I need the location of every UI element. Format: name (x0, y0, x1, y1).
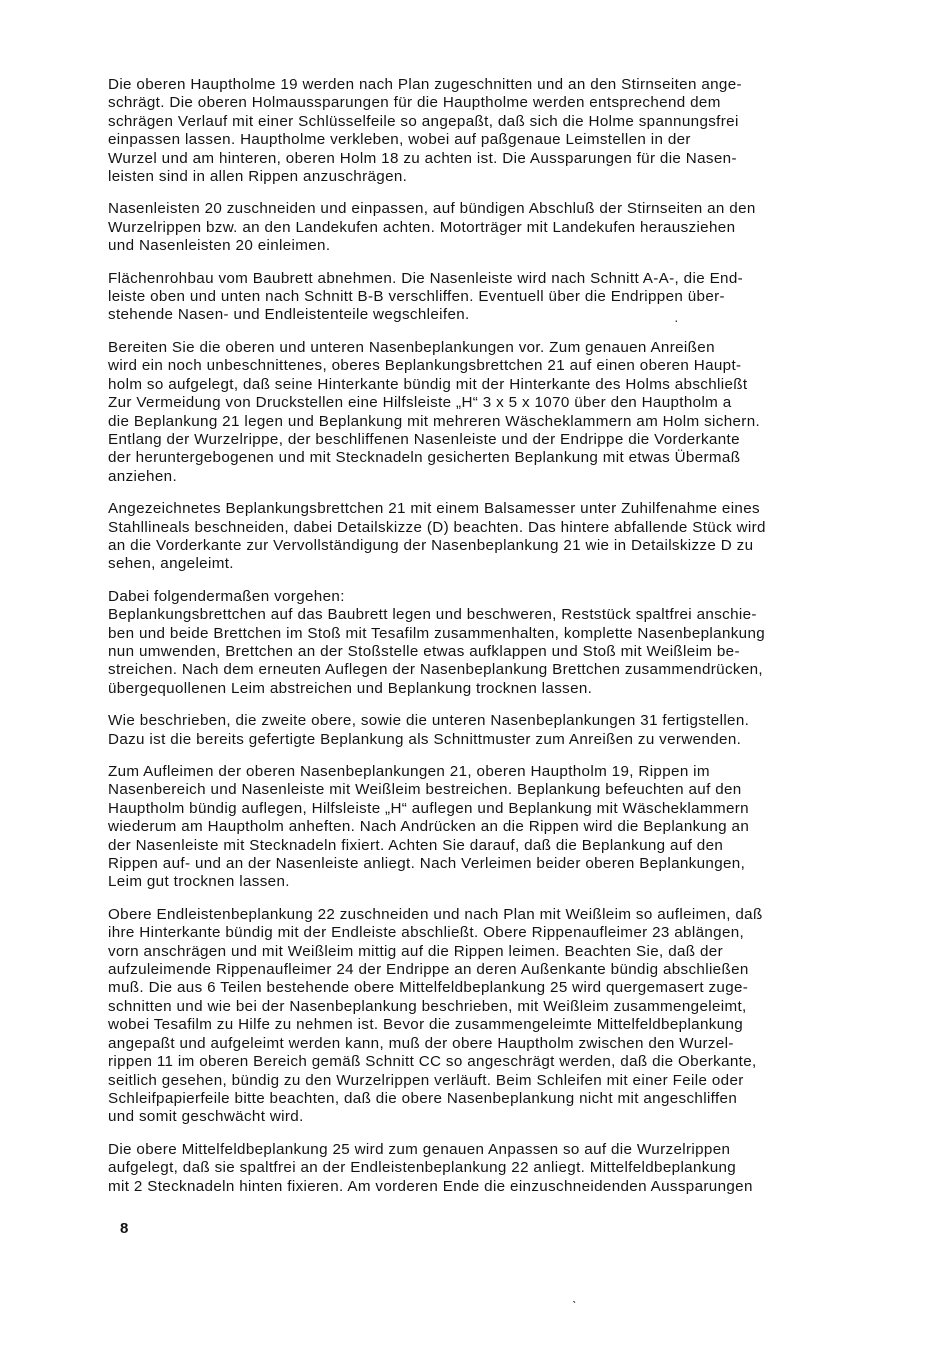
paragraph (108, 588, 890, 698)
paragraph (108, 270, 890, 325)
text-line: Dabei folgendermaßen vorgehen: (108, 587, 345, 605)
text-line: Rippen auf- und an der Nasenleiste anliegt. Nach Verleimen beider oberen Beplankungen, (108, 855, 746, 873)
text-line: Schleifpapierfeile bitte beachten, daß die obere Nasenbeplankung nicht mit angeschliffen (108, 1089, 738, 1107)
text-line: an die Vorderkante zur Vervollständigung der Nasenbeplankung 21 wie in Detailskizze D zu (108, 536, 754, 554)
text-line: Nasenbereich und Nasenleiste mit Weißleim bestreichen. Beplankung befeuchten auf den (108, 781, 742, 799)
text-line: Nasenleisten 20 zuschneiden und einpassen, auf bündigen Abschluß der Stirnseiten an den (108, 200, 756, 218)
text-line: schrägen Verlauf mit einer Schlüsselfeile so angepaßt, daß sich die Holme spannungsfrei (108, 112, 739, 130)
text-line: der heruntergebogenen und mit Stecknadeln gesicherten Beplankung mit etwas Übermaß (108, 449, 741, 467)
text-line: Zur Vermeidung von Druckstellen eine Hilfsleiste „H“ 3 x 5 x 1070 über den Hauptholm a (108, 394, 732, 412)
text-line: Stahllineals beschneiden, dabei Detailskizze (D) beachten. Das hintere abfallende Stück wird (108, 518, 766, 536)
text-line: nun umwenden, Brettchen an der Stoßstelle etwas aufklappen und Stoß mit Weißleim be- (108, 642, 740, 660)
text-line: Hauptholm bündig auflegen, Hilfsleiste „H“ auflegen und Beplankung mit Wäscheklammern (108, 799, 749, 817)
paragraph (108, 76, 890, 186)
text-line: sehen, angeleimt. (108, 555, 234, 573)
text-line: angepaßt und aufgeleimt werden kann, muß der obere Hauptholm zwischen den Wurzel- (108, 1034, 734, 1052)
text-line: muß. Die aus 6 Teilen bestehende obere Mittelfeldbeplankung 25 wird quergemasert zuge- (108, 979, 749, 997)
text-line: und somit geschwächt wird. (108, 1108, 304, 1126)
paragraph (108, 712, 890, 749)
text-line: schnitten und wie bei der Nasenbeplankung beschrieben, mit Weißleim zusammengeleimt, (108, 997, 747, 1015)
text-line: Entlang der Wurzelrippe, der beschliffenen Nasenleiste und der Endrippe die Vorderkante (108, 430, 740, 448)
text-line: wird ein noch unbeschnittenes, oberes Beplankungsbrettchen 21 auf einen oberen Haupt- (108, 357, 742, 375)
text-line: aufzuleimende Rippenaufleimer 24 der Endrippe an deren Außenkante bündig abschließen (108, 961, 749, 979)
text-line: holm so aufgelegt, daß seine Hinterkante bündig mit der Hinterkante des Holms abschließt (108, 375, 748, 393)
text-line: Zum Aufleimen der oberen Nasenbeplankungen 21, oberen Hauptholm 19, Rippen im (108, 763, 710, 780)
text-line: Bereiten Sie die oberen und unteren Nasenbeplankungen vor. Zum genauen Anreißen (108, 338, 715, 356)
text-line: übergequollenen Leim abstreichen und Beplankung trocknen lassen. (108, 679, 593, 697)
text-line: Angezeichnetes Beplankungsbrettchen 21 mit einem Balsamesser unter Zuhilfenahme eines (108, 500, 760, 518)
paragraph (108, 906, 890, 1127)
text-line: Obere Endleistenbeplankung 22 zuschneiden und nach Plan mit Weißleim so aufleimen, daß (108, 905, 763, 923)
text-line: der Nasenleiste mit Stecknadeln fixiert. Achten Sie darauf, daß die Beplankung auf den (108, 836, 724, 854)
text-line: leiste oben und unten nach Schnitt B-B verschliffen. Eventuell über die Endrippen über- (108, 288, 725, 306)
text-line: leisten sind in allen Rippen anzuschrägen. (108, 168, 408, 186)
paragraph (108, 339, 890, 486)
text-line: Wurzelrippen bzw. an den Landekufen achten. Motorträger mit Landekufen herausziehen (108, 218, 736, 236)
text-line: mit 2 Stecknadeln hinten fixieren. Am vorderen Ende die einzuschneidenden Aussparungen (108, 1177, 753, 1195)
text-line: Beplankungsbrettchen auf das Baubrett legen und beschweren, Reststück spaltfrei anschie- (108, 606, 757, 624)
text-line: einpassen lassen. Hauptholme verkleben, wobei auf paßgenaue Leimstellen in der (108, 131, 691, 149)
page-number: 8 (120, 1220, 129, 1237)
text-line: aufgelegt, daß sie spaltfrei an der Endleistenbeplankung 22 anliegt. Mittelfeldbeplankung (108, 1159, 737, 1177)
body-text (108, 76, 890, 1210)
text-line: vorn anschrägen und mit Weißleim mittig auf die Rippen leimen. Beachten Sie, daß der (108, 942, 723, 960)
text-line: wiederum am Hauptholm anheften. Nach Andrücken an die Rippen wird die Beplankung an (108, 818, 750, 836)
paragraph (108, 1141, 890, 1196)
scan-speck: · (674, 312, 679, 328)
scan-speck: ˋ (572, 1298, 577, 1314)
text-line: schrägt. Die oberen Holmaussparungen für die Hauptholme werden entsprechend dem (108, 94, 721, 112)
text-line: stehende Nasen- und Endleistenteile wegschleifen. (108, 306, 470, 324)
paragraph (108, 763, 890, 892)
paragraph (108, 500, 890, 574)
text-line: anziehen. (108, 467, 178, 485)
text-line: wobei Tesafilm zu Hilfe zu nehmen ist. Bevor die zusammengeleimte Mittelfeldbeplankung (108, 1016, 744, 1034)
text-line: Dazu ist die bereits gefertigte Beplankung als Schnittmuster zum Anreißen zu verwenden. (108, 730, 742, 748)
paragraph (108, 200, 890, 255)
text-line: rippen 11 im oberen Bereich gemäß Schnitt CC so angeschrägt werden, daß die Oberkante, (108, 1053, 757, 1071)
text-line: Flächenrohbau vom Baubrett abnehmen. Die Nasenleiste wird nach Schnitt A-A-, die End- (108, 269, 744, 287)
text-line: Wie beschrieben, die zweite obere, sowie die unteren Nasenbeplankungen 31 fertigstellen. (108, 712, 750, 730)
text-line: Die obere Mittelfeldbeplankung 25 wird zum genauen Anpassen so auf die Wurzelrippen (108, 1140, 731, 1158)
text-line: Leim gut trocknen lassen. (108, 873, 290, 891)
text-line: streichen. Nach dem erneuten Auflegen der Nasenbeplankung Brettchen zusammendrücken, (108, 661, 764, 679)
text-line: ben und beide Brettchen im Stoß mit Tesafilm zusammenhalten, komplette Nasenbeplankung (108, 624, 766, 642)
text-line: Wurzel und am hinteren, oberen Holm 18 zu achten ist. Die Aussparungen für die Nasen- (108, 149, 737, 167)
text-line: Die oberen Hauptholme 19 werden nach Plan zugeschnitten und an den Stirnseiten ange- (108, 76, 742, 93)
text-line: ihre Hinterkante bündig mit der Endleiste abschließt. Obere Rippenaufleimer 23 ablängen, (108, 924, 745, 942)
text-line: und Nasenleisten 20 einleimen. (108, 237, 331, 255)
text-line: seitlich gesehen, bündig zu den Wurzelrippen verläuft. Beim Schleifen mit einer Feile oder (108, 1071, 744, 1089)
text-line: die Beplankung 21 legen und Beplankung mit mehreren Wäscheklammern am Holm sichern. (108, 412, 761, 430)
